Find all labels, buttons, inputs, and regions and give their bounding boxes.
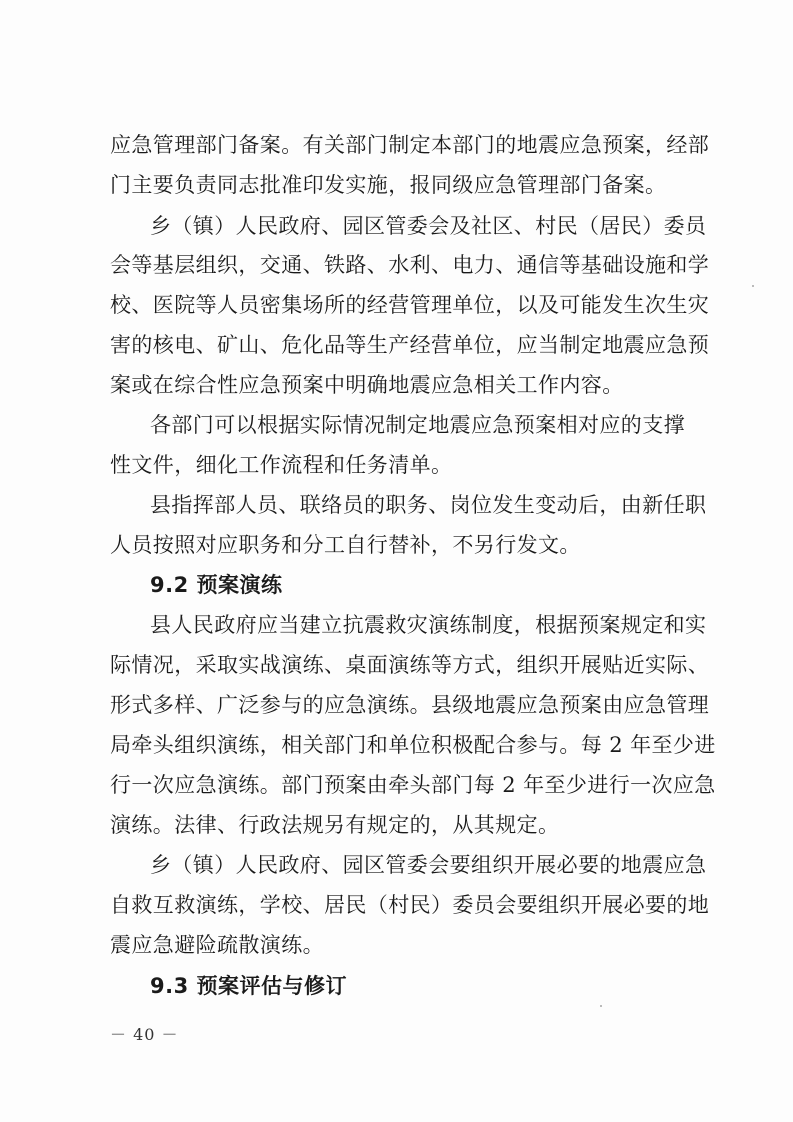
paragraph-start-line: 各部门可以根据实际情况制定地震应急预案相对应的支撑 xyxy=(150,413,685,437)
text-line: 自救互救演练，学校、居民（村民）委员会要组织开展必要的地 xyxy=(110,893,710,917)
text-line: 演练。法律、行政法规另有规定的，从其规定。 xyxy=(110,813,560,837)
paragraph-start-line: 乡（镇）人民政府、园区管委会及社区、村民（居民）委员 xyxy=(150,214,707,238)
text-line: 案或在综合性应急预案中明确地震应急相关工作内容。 xyxy=(110,373,624,397)
text-line: 性文件，细化工作流程和任务清单。 xyxy=(110,453,453,477)
page-number: － 40 － xyxy=(110,1025,179,1044)
paragraph-start-line: 县人民政府应当建立抗震救灾演练制度，根据预案规定和实 xyxy=(150,613,707,637)
paragraph-start-line: 县指挥部人员、联络员的职务、岗位发生变动后，由新任职 xyxy=(150,493,707,517)
paragraph-start-line: 乡（镇）人民政府、园区管委会要组织开展必要的地震应急 xyxy=(150,853,707,877)
text-line: 行一次应急演练。部门预案由牵头部门每 2 年至少进行一次应急 xyxy=(110,773,716,797)
text-line: 震应急避险疏散演练。 xyxy=(110,933,324,957)
text-line: 应急管理部门备案。有关部门制定本部门的地震应急预案，经部 xyxy=(110,133,710,157)
scan-speck xyxy=(752,285,754,287)
scan-speck xyxy=(600,1005,602,1007)
text-line: 门主要负责同志批准印发实施，报同级应急管理部门备案。 xyxy=(110,173,667,197)
text-line: 害的核电、矿山、危化品等生产经营单位，应当制定地震应急预 xyxy=(110,333,710,357)
text-line: 校、医院等人员密集场所的经营管理单位，以及可能发生次生灾 xyxy=(110,293,710,317)
text-line: 会等基层组织，交通、铁路、水利、电力、通信等基础设施和学 xyxy=(110,253,710,277)
section-heading-9-3: 9.3 预案评估与修订 xyxy=(150,974,348,998)
text-line: 局牵头组织演练，相关部门和单位积极配合参与。每 2 年至少进 xyxy=(110,733,716,757)
text-line: 形式多样、广泛参与的应急演练。县级地震应急预案由应急管理 xyxy=(110,693,710,717)
text-line: 际情况，采取实战演练、桌面演练等方式，组织开展贴近实际、 xyxy=(110,653,710,677)
text-line: 人员按照对应职务和分工自行替补，不另行发文。 xyxy=(110,533,581,557)
section-heading-9-2: 9.2 预案演练 xyxy=(150,573,283,597)
